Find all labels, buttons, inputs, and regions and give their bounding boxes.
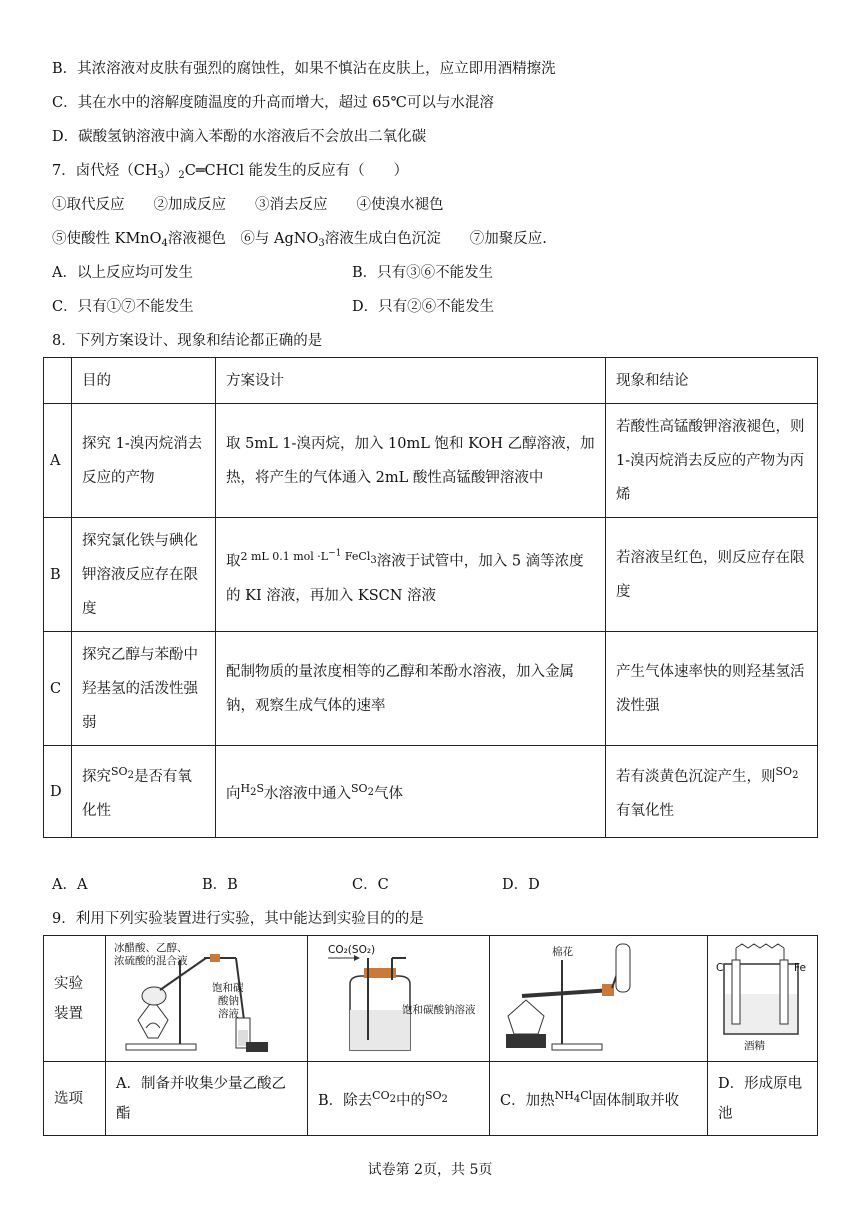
q9-apparatus-row (44, 936, 818, 1062)
nh4cl-heating-apparatus-icon (492, 940, 706, 1058)
fig1-label-solution-2: 酸钠 (218, 994, 239, 1007)
fig1-label-mixture-1: 冰醋酸、乙醇、 (114, 941, 188, 954)
q8-header-key (44, 358, 72, 404)
fig4-label-c: C (716, 961, 724, 974)
gas-washing-bottle-icon (310, 940, 488, 1058)
q9-option-c: C．加热$^{NH_4Cl}$固体制取并收 (490, 1062, 708, 1136)
q8-row-d (44, 746, 818, 838)
q9-option-label: 选项 (44, 1062, 106, 1136)
q8-row-key: C (44, 632, 72, 746)
q8-row-b (44, 518, 818, 632)
fig3-label-cotton: 棉花 (552, 945, 573, 958)
q7-option-b: B．只有③⑥不能发生 (352, 265, 494, 281)
q9-figure-gas-wash (308, 936, 490, 1062)
q9-option-d: D．形成原电池 (708, 1062, 818, 1136)
q7-option-a: A．以上反应均可发生 (52, 265, 193, 281)
q6-option-b: B．其浓溶液对皮肤有强烈的腐蚀性，如果不慎沾在皮肤上，应立即用酒精擦洗 (52, 61, 556, 77)
q7-reactions-line1: ①取代反应 ②加成反应 ③消去反应 ④使溴水褪色 (52, 197, 444, 213)
q8-header-result: 现象和结论 (606, 358, 818, 404)
fig1-label-solution-1: 饱和碳 (212, 981, 244, 994)
q9-apparatus-label: 实验装置 (44, 936, 106, 1062)
q8-row-key: A (44, 404, 72, 518)
q8-row-purpose: 探究$^{SO_2}$是否有氧化性 (72, 746, 216, 838)
q7-option-d: D．只有②⑥不能发生 (352, 299, 495, 315)
q8-row-design: 配制物质的量浓度相等的乙醇和苯酚水溶液，加入金属钠，观察生成气体的速率 (216, 632, 606, 746)
fig2-label-solution: 饱和碳酸钠溶液 (402, 1003, 476, 1016)
q8-header-design: 方案设计 (216, 358, 606, 404)
q8-row-design: 取 5mL 1-溴丙烷，加入 10mL 饱和 KOH 乙醇溶液，加热，将产生的气体通入 2mL 酸性高锰酸钾溶液中 (216, 404, 606, 518)
q8-option-c: C．C (352, 877, 389, 893)
q8-row-result: 若酸性高锰酸钾溶液褪色，则 1-溴丙烷消去反应的产物为丙烯 (606, 404, 818, 518)
q8-table (43, 357, 818, 838)
q8-row-purpose: 探究氯化铁与碘化钾溶液反应存在限度 (72, 518, 216, 632)
q8-row-c (44, 632, 818, 746)
q7-stem: 7．卤代烃$(CH_3)_2C═CHCl$ 能发生的反应有（ ） (52, 163, 409, 181)
q8-row-purpose: 探究 1-溴丙烷消去反应的产物 (72, 404, 216, 518)
q8-row-key: D (44, 746, 72, 838)
q6-option-c: C．其在水中的溶解度随温度的升高而增大，超过 65℃可以与水混溶 (52, 95, 494, 111)
fig2-label-inlet: CO₂(SO₂) (328, 943, 376, 956)
q9-figure-esterification (106, 936, 308, 1062)
q8-header-purpose: 目的 (72, 358, 216, 404)
q7-reactions-line2: ⑤使酸性 KMnO$_4$溶液褪色 ⑥与 AgNO$_3$溶液生成白色沉淀 ⑦加聚反应. (52, 231, 547, 249)
q8-row-a (44, 404, 818, 518)
q8-row-design: 取$^{2 mL 0.1 mol \cdot L^{-1} FeCl_3}$溶液于试管中，加入 5 滴等浓度的 KI 溶液，再加入 KSCN 溶液 (216, 518, 606, 632)
q9-option-row (44, 1062, 818, 1136)
q9-figure-nh4cl (490, 936, 708, 1062)
fig1-label-mixture-2: 浓硫酸的混合液 (114, 954, 188, 967)
q8-row-result: 若有淡黄色沉淀产生，则$^{SO_2}$有氧化性 (606, 746, 818, 838)
fig4-label-fe: Fe (794, 961, 806, 974)
q9-option-a: A．制备并收集少量乙酸乙酯 (106, 1062, 308, 1136)
fig1-label-solution-3: 溶液 (218, 1007, 239, 1020)
q9-figure-cell (708, 936, 818, 1062)
q7-option-c: C．只有①⑦不能发生 (52, 299, 194, 315)
page-footer: 试卷第 2页，共 5页 (367, 1162, 493, 1178)
q8-row-key: B (44, 518, 72, 632)
q9-option-b: B．除去$^{CO_2}$中的$^{SO_2}$ (308, 1062, 490, 1136)
q8-stem: 8．下列方案设计、现象和结论都正确的是 (52, 333, 323, 349)
q8-row-result: 产生气体速率快的则羟基氢活泼性强 (606, 632, 818, 746)
q9-table (43, 935, 818, 1136)
q8-option-b: B．B (202, 877, 238, 893)
q8-row-result: 若溶液呈红色，则反应存在限度 (606, 518, 818, 632)
fig4-label-alcohol: 酒精 (744, 1039, 765, 1052)
q8-row-purpose: 探究乙醇与苯酚中羟基氢的活泼性强弱 (72, 632, 216, 746)
q8-header-row (44, 358, 818, 404)
q8-option-d: D．D (502, 877, 540, 893)
q6-option-d: D．碳酸氢钠溶液中滴入苯酚的水溶液后不会放出二氧化碳 (52, 129, 427, 145)
q9-stem: 9．利用下列实验装置进行实验，其中能达到实验目的的是 (52, 911, 424, 927)
q8-option-a: A．A (52, 877, 88, 893)
q8-row-design: 向$^{H_2S}$水溶液中通入$^{SO_2}$气体 (216, 746, 606, 838)
